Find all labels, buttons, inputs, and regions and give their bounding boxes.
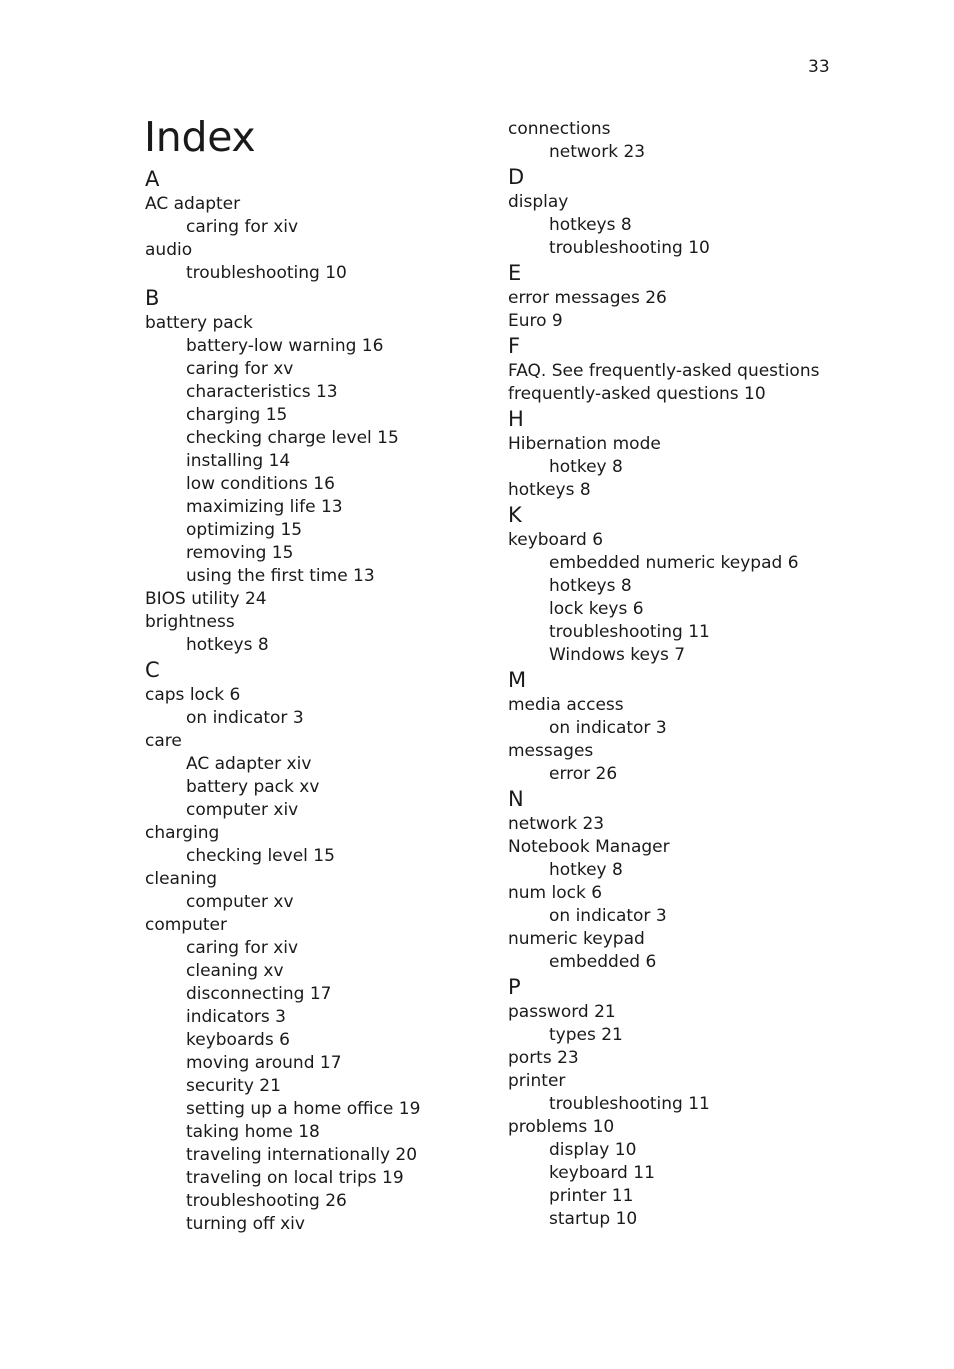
index-subentry: keyboard 11 <box>549 1163 655 1183</box>
section-letter-heading: N <box>508 787 524 811</box>
index-subentry: optimizing 15 <box>186 520 303 540</box>
index-entry: messages <box>508 741 594 761</box>
section-letter-heading: E <box>508 261 522 285</box>
index-subentry: Windows keys 7 <box>549 645 686 665</box>
index-entry: num lock 6 <box>508 883 603 903</box>
index-subentry: computer xv <box>186 892 294 912</box>
section-letter-heading: C <box>145 658 160 682</box>
index-subentry: caring for xiv <box>186 217 299 237</box>
index-entry: display <box>508 192 569 212</box>
section-letter-heading: K <box>508 503 522 527</box>
index-entry: FAQ. See frequently-asked questions <box>508 361 820 381</box>
index-subentry: troubleshooting 10 <box>186 263 347 283</box>
index-section <box>508 667 898 786</box>
index-entry: cleaning <box>145 869 218 889</box>
index-subentry: installing 14 <box>186 451 291 471</box>
index-subentry: turning off xiv <box>186 1214 305 1234</box>
index-subentry: hotkeys 8 <box>549 576 632 596</box>
index-entry: BIOS utility 24 <box>145 589 267 609</box>
index-subentry: types 21 <box>549 1025 623 1045</box>
index-subentry: troubleshooting 10 <box>549 238 710 258</box>
index-section <box>145 166 535 285</box>
index-subentry: hotkey 8 <box>549 457 623 477</box>
index-subentry: indicators 3 <box>186 1007 286 1027</box>
index-subentry: security 21 <box>186 1076 281 1096</box>
index-subentry: checking charge level 15 <box>186 428 399 448</box>
index-subentry: traveling on local trips 19 <box>186 1168 404 1188</box>
index-subentry: battery-low warning 16 <box>186 336 384 356</box>
index-entry: keyboard 6 <box>508 530 604 550</box>
section-letter-heading: F <box>508 334 521 358</box>
index-subentry: moving around 17 <box>186 1053 342 1073</box>
index-entry: AC adapter <box>145 194 241 214</box>
index-entry: frequently-asked questions 10 <box>508 384 766 404</box>
index-subentry: caring for xv <box>186 359 294 379</box>
index-entry: error messages 26 <box>508 288 667 308</box>
index-subentry: disconnecting 17 <box>186 984 332 1004</box>
index-entry: connections <box>508 119 611 139</box>
index-entry: charging <box>145 823 220 843</box>
page-number: 33 <box>808 57 830 77</box>
index-subentry: keyboards 6 <box>186 1030 290 1050</box>
index-subentry: hotkeys 8 <box>549 215 632 235</box>
index-entry: Euro 9 <box>508 311 563 331</box>
index-entry: computer <box>145 915 227 935</box>
index-entry: printer <box>508 1071 566 1091</box>
index-entry: network 23 <box>508 814 605 834</box>
index-subentry: setting up a home office 19 <box>186 1099 421 1119</box>
index-entry: password 21 <box>508 1002 616 1022</box>
index-subentry: low conditions 16 <box>186 474 335 494</box>
index-subentry: using the first time 13 <box>186 566 375 586</box>
index-subentry: printer 11 <box>549 1186 634 1206</box>
index-section <box>508 974 898 1231</box>
index-entry: ports 23 <box>508 1048 579 1068</box>
index-section <box>508 406 898 502</box>
index-subentry: checking level 15 <box>186 846 335 866</box>
index-entry: battery pack <box>145 313 253 333</box>
index-subentry: hotkeys 8 <box>186 635 269 655</box>
index-entry: Hibernation mode <box>508 434 661 454</box>
index-section <box>508 786 898 974</box>
index-column-left <box>145 166 535 1236</box>
index-subentry: on indicator 3 <box>549 718 667 738</box>
index-entry: audio <box>145 240 193 260</box>
section-letter-heading: B <box>145 286 160 310</box>
index-subentry: maximizing life 13 <box>186 497 343 517</box>
index-subentry: battery pack xv <box>186 777 320 797</box>
index-subentry: characteristics 13 <box>186 382 338 402</box>
page-title: Index <box>144 113 256 161</box>
index-subentry: display 10 <box>549 1140 637 1160</box>
index-entry: problems 10 <box>508 1117 615 1137</box>
section-letter-heading: H <box>508 407 524 431</box>
index-subentry: network 23 <box>549 142 646 162</box>
index-entry: Notebook Manager <box>508 837 670 857</box>
index-entry: hotkeys 8 <box>508 480 591 500</box>
index-column-right <box>508 118 898 1231</box>
index-section <box>145 285 535 657</box>
index-entry: numeric keypad <box>508 929 645 949</box>
index-subentry: startup 10 <box>549 1209 638 1229</box>
index-section <box>508 260 898 333</box>
index-section <box>508 118 898 164</box>
index-subentry: troubleshooting 11 <box>549 1094 710 1114</box>
index-subentry: traveling internationally 20 <box>186 1145 418 1165</box>
index-subentry: cleaning xv <box>186 961 284 981</box>
index-subentry: removing 15 <box>186 543 294 563</box>
index-entry: media access <box>508 695 624 715</box>
index-subentry: AC adapter xiv <box>186 754 312 774</box>
index-subentry: computer xiv <box>186 800 299 820</box>
index-entry: care <box>145 731 182 751</box>
section-letter-heading: D <box>508 165 525 189</box>
index-subentry: charging 15 <box>186 405 288 425</box>
section-letter-heading: A <box>145 167 160 191</box>
index-subentry: troubleshooting 26 <box>186 1191 347 1211</box>
index-subentry: troubleshooting 11 <box>549 622 710 642</box>
index-section <box>508 502 898 667</box>
index-subentry: embedded numeric keypad 6 <box>549 553 799 573</box>
index-subentry: on indicator 3 <box>549 906 667 926</box>
index-section <box>145 657 535 1236</box>
index-subentry: taking home 18 <box>186 1122 320 1142</box>
index-subentry: error 26 <box>549 764 618 784</box>
index-entry: brightness <box>145 612 235 632</box>
index-subentry: caring for xiv <box>186 938 299 958</box>
index-subentry: hotkey 8 <box>549 860 623 880</box>
section-letter-heading: P <box>508 975 521 999</box>
index-subentry: lock keys 6 <box>549 599 644 619</box>
section-letter-heading: M <box>508 668 527 692</box>
index-entry: caps lock 6 <box>145 685 241 705</box>
index-section <box>508 333 898 406</box>
index-subentry: embedded 6 <box>549 952 657 972</box>
index-section <box>508 164 898 260</box>
index-subentry: on indicator 3 <box>186 708 304 728</box>
